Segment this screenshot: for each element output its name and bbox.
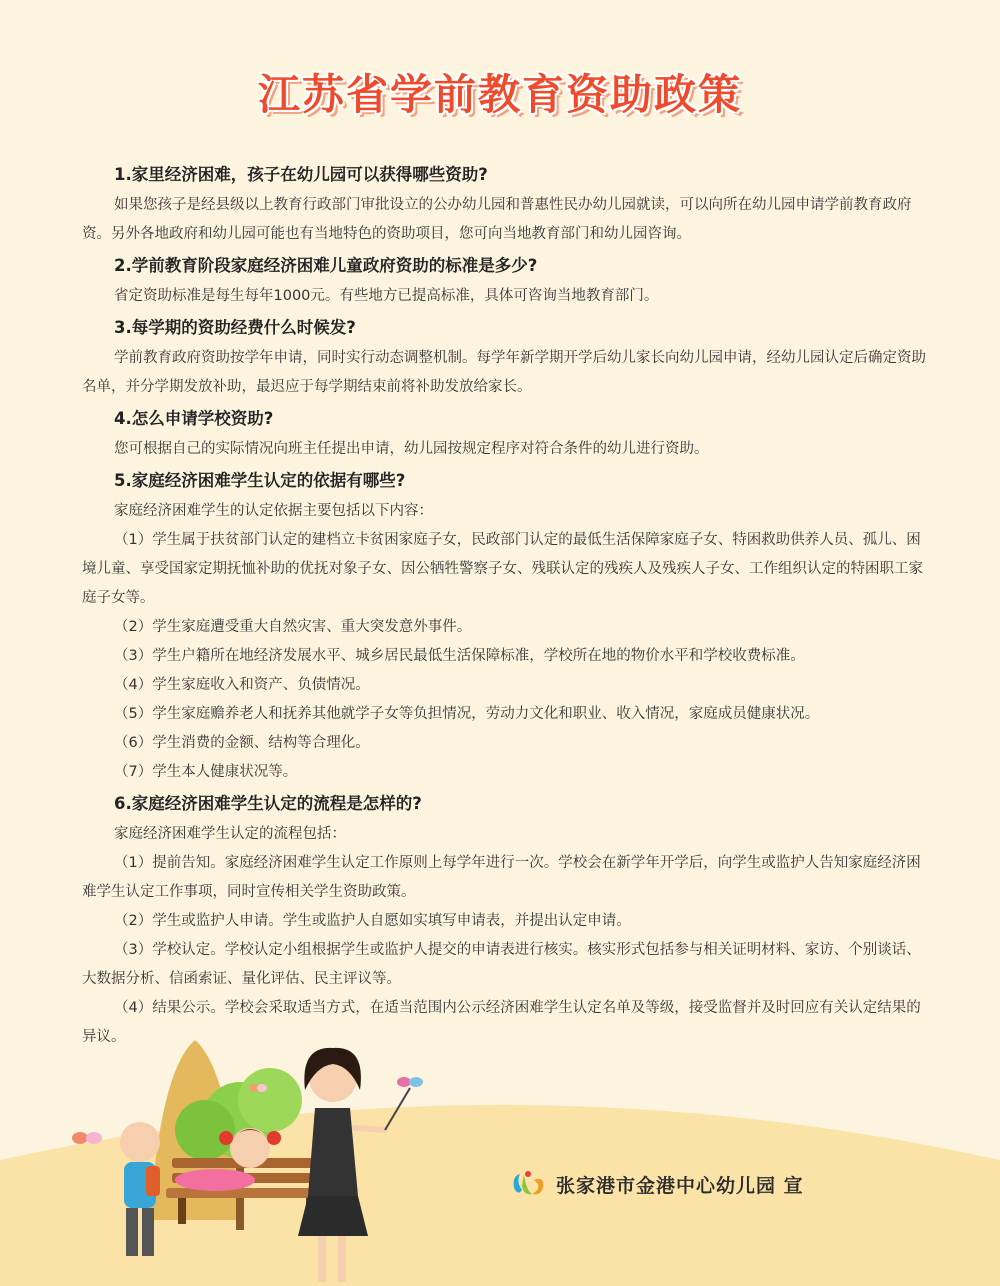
section-paragraph: 学前教育政府资助按学年申请，同时实行动态调整机制。每学年新学期开学后幼儿家长向幼儿园申请，经幼儿园认定后确定资助名单，并分学期发放补助，最迟应于每学期结束前将补助发放给家长。 bbox=[82, 350, 926, 395]
bottom-illustration bbox=[0, 1030, 1000, 1286]
section-5 bbox=[82, 470, 932, 787]
section-question: 1.家里经济困难，孩子在幼儿园可以获得哪些资助? bbox=[114, 165, 488, 184]
footer-text: 张家港市金港中心幼儿园 宣 bbox=[556, 1174, 804, 1197]
list-item: （4）学生家庭收入和资产、负债情况。 bbox=[114, 677, 370, 693]
section-question: 5.家庭经济困难学生认定的依据有哪些? bbox=[114, 471, 406, 490]
list-item: （3）学校认定。学校认定小组根据学生或监护人提交的申请表进行核实。核实形式包括参与相关证明材料、家访、个别谈话、大数据分析、信函索证、量化评估、民主评议等。 bbox=[82, 942, 921, 987]
footer bbox=[510, 1168, 804, 1200]
section-paragraph: 家庭经济困难学生的认定依据主要包括以下内容： bbox=[114, 503, 433, 519]
list-item: （2）学生或监护人申请。学生或监护人自愿如实填写申请表，并提出认定申请。 bbox=[114, 913, 631, 929]
section-1 bbox=[82, 164, 932, 249]
section-6 bbox=[82, 793, 932, 1052]
list-item: （2）学生家庭遭受重大自然灾害、重大突发意外事件。 bbox=[114, 619, 472, 635]
section-4 bbox=[82, 408, 932, 464]
list-item: （7）学生本人健康状况等。 bbox=[114, 764, 298, 780]
section-question: 3.每学期的资助经费什么时候发? bbox=[114, 318, 356, 337]
policy-content bbox=[82, 158, 932, 1052]
butterfly-icon bbox=[72, 1132, 102, 1144]
page-title: 江苏省学前教育资助政策 bbox=[257, 70, 742, 119]
section-paragraph: 家庭经济困难学生认定的流程包括： bbox=[114, 826, 346, 842]
section-question: 6.家庭经济困难学生认定的流程是怎样的? bbox=[114, 794, 422, 813]
section-paragraph: 省定资助标准是每生每年1000元。有些地方已提高标准，具体可咨询当地教育部门。 bbox=[114, 288, 659, 304]
butterfly-icon bbox=[397, 1077, 423, 1087]
section-question: 2.学前教育阶段家庭经济困难儿童政府资助的标准是多少? bbox=[114, 256, 538, 275]
list-item: （3）学生户籍所在地经济发展水平、城乡居民最低生活保障标准，学校所在地的物价水平和学校收费标准。 bbox=[114, 648, 805, 664]
section-question: 4.怎么申请学校资助? bbox=[114, 409, 274, 428]
section-paragraph: 如果您孩子是经县级以上教育行政部门审批设立的公办幼儿园和普惠性民办幼儿园就读，可以向所在幼儿园申请学前教育政府资。另外各地政府和幼儿园可能也有当地特色的资助项目，您可向当地教育部门和幼儿园咨询。 bbox=[82, 197, 912, 242]
section-paragraph: 您可根据自己的实际情况向班主任提出申请，幼儿园按规定程序对符合条件的幼儿进行资助。 bbox=[114, 441, 709, 457]
list-item: （1）学生属于扶贫部门认定的建档立卡贫困家庭子女，民政部门认定的最低生活保障家庭子女、特困救助供养人员、孤儿、困境儿童、享受国家定期抚恤补助的优抚对象子女、因公牺牲警察子女、残联认定的残疾人及残疾人子女、工作组织认定的特困职工家庭子女等。 bbox=[82, 532, 923, 606]
list-item: （5）学生家庭赡养老人和抚养其他就学子女等负担情况，劳动力文化和职业、收入情况，家庭成员健康状况。 bbox=[114, 706, 820, 722]
section-3 bbox=[82, 317, 932, 402]
list-item: （6）学生消费的金额、结构等合理化。 bbox=[114, 735, 370, 751]
section-2 bbox=[82, 255, 932, 311]
list-item: （1）提前告知。家庭经济困难学生认定工作原则上每学年进行一次。学校会在新学年开学后，向学生或监护人告知家庭经济困难学生认定工作事项，同时宣传相关学生资助政策。 bbox=[82, 855, 921, 900]
kindergarten-logo-icon bbox=[510, 1168, 546, 1200]
list-item: （4）结果公示。学校会采取适当方式，在适当范围内公示经济困难学生认定名单及等级，接受监督并及时回应有关认定结果的异议。 bbox=[82, 1000, 921, 1045]
